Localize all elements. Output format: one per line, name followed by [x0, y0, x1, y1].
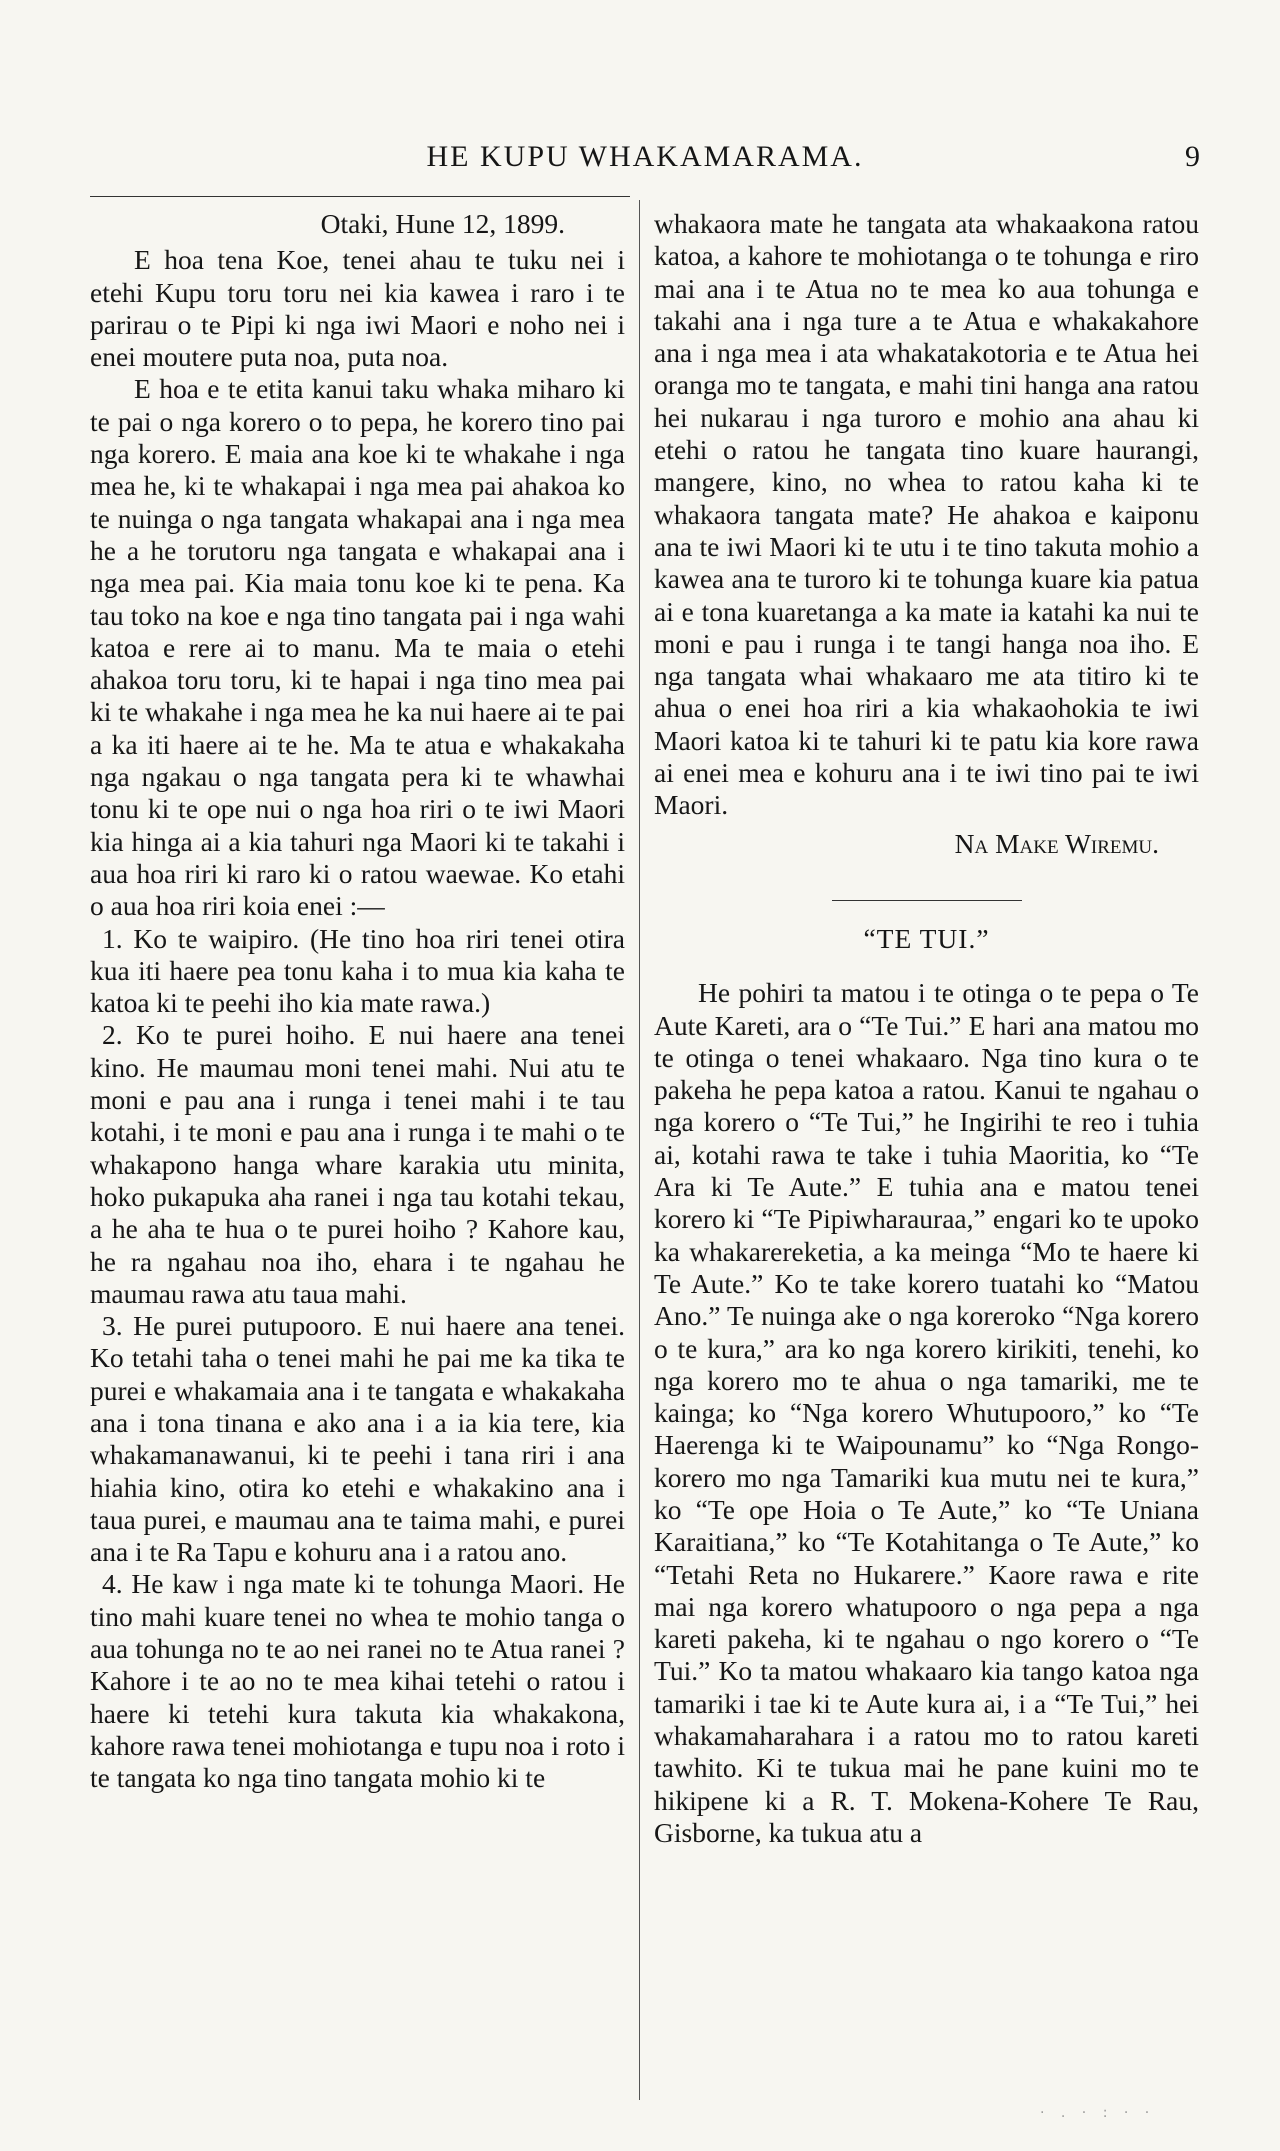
section-rule	[832, 900, 1022, 901]
signature: Na Make Wiremu.	[954, 827, 1159, 859]
left-column	[90, 208, 625, 1795]
letter-paragraph: E hoa e te etita kanui taku whaka miharo ki te pai o nga korero o to pepa, he korero tino pai nga korero. E maia ana koe ki te whakahe i nga mea he, ki te whakapai i nga mea pai ahakoa ko te nuinga o nga tangata whakapai ana i nga mea he a he torutoru nga tangata e whakapai ana i nga mea pai. Kia maia tonu koe ki te pena. Ka tau toko na koe e nga tino tangata pai i nga wahi katoa e rere ai to manu. Ma te maia o etehi ahakoa toru toru, ki te hapai i nga tino mea pai ki te whakahe i nga mea he ka nui haere ai te pai a ka iti haere ai te he. Ma te atua e whakakaha nga ngakau o nga tangata pera ki te whawhai tonu ki te ope nui o nga hoa riri o te iwi Maori kia hinga ai a kia tahuri nga Maori ki te takahi i aua hoa riri ki raro ki o ratou waewae. Ko etahi o aua hoa riri koia enei :—	[90, 373, 625, 922]
page-number: 9	[1185, 140, 1200, 173]
running-head	[90, 140, 1200, 184]
list-item: 1. Ko te waipiro. (He tino hoa riri tenei otira kua iti haere pea tonu kaha i to mua kia kaha te katoa ki te peehi iho kia mate rawa.)	[90, 922, 625, 1019]
list-item: 4. He kaw i nga mate ki te tohunga Maori. He tino mahi kuare tenei no whea te mohio tanga o aua tohunga no te ao nei ranei no te Atua ranei ? Kahore i te ao no te mea kihai tetehi o ratou i haere ki tetehi kura takuta kia whakakona, kahore rawa tenei mohiotanga e tupu noa i roto i te tangata ko nga tino tangata mohio ki te	[90, 1568, 625, 1794]
dateline: Otaki, Hune 12, 1899.	[320, 208, 565, 239]
right-column	[654, 208, 1199, 1849]
running-title: HE KUPU WHAKAMARAMA.	[426, 140, 864, 173]
column-divider	[639, 200, 640, 2100]
letter-paragraph: E hoa tena Koe, tenei ahau te tuku nei i etehi Kupu toru toru nei kia kawea i raro i te parirau o te Pipi ki nga iwi Maori e noho nei i enei moutere puta noa, puta noa.	[90, 244, 625, 373]
scan-speckles: · . · : · ·	[1040, 2105, 1156, 2121]
continued-paragraph: whakaora mate he tangata ata whakaakona ratou katoa, a kahore te mohiotanga o te tohunga e riro mai ana i te Atua no te mea ko aua tohunga e takahi ana i nga ture a te Atua e whakakahore ana i nga mea i ata whakatakotoria e te Atua hei oranga mo te tangata, e mahi tini hanga ana ratou hei nukarau i nga turoro e mohio ana ahau ki etehi o ratou he tangata tino kuare haurangi, mangere, kino, no whea to ratou kaha ki te whakaora tangata mate? He ahakoa e kaiponu ana te iwi Maori ki te utu i te tino takuta mohio a kawea ana te turoro ki te tohunga kuare kia patua ai e tona kuaretanga a ka mate ia katahi ka nui te moni e pau i runga i te tangi hanga noa iho. E nga tangata whai whakaaro me ata titiro ki te ahua o enei hoa riri a kia whakaohokia te iwi Maori katoa ki te tahuri ki te patu kia kore rawa ai enei mea e kohuru ana i te iwi tino pai te iwi Maori.	[654, 208, 1199, 821]
list-item: 3. He purei putupooro. E nui haere ana tenei. Ko tetahi taha o tenei mahi he pai me ka tika te purei e whakamaia ana i te tangata e whakakaha ana i tona tinana e ako ana i a ia kia tere, kia whakamanawanui, ki te peehi i tana riri i ana hiahia kino, otira ko etehi e whakakino ana i taua purei, e maumau ana te taima mahi, e purei ana i te Ra Tapu e kohuru ana i a ratou ano.	[90, 1310, 625, 1568]
section-title: “TE TUI.”	[863, 922, 990, 954]
list-item: 2. Ko te purei hoiho. E nui haere ana tenei kino. He maumau moni tenei mahi. Nui atu te moni e pau ana i runga i tenei mahi i te tau kotahi, i te moni e pau ana i runga i te mahi o te whakapono hanga whare karakia utu minita, hoko pukapuka aha ranei i nga tau kotahi tekau, a he aha te hua o te purei hoiho ? Kahore kau, he ra ngahau noa iho, ehara i te ngahau he maumau rawa atu taua mahi.	[90, 1019, 625, 1309]
section-paragraph: He pohiri ta matou i te otinga o te pepa o Te Aute Kareti, ara o “Te Tui.” E hari ana matou mo te otinga o tenei whakaaro. Nga tino kura o te pakeha he pepa katoa a ratou. Kanui te ngahau o nga korero o “Te Tui,” he Ingirihi te reo i tuhia ai, kotahi rawa te take i tuhia Maoritia, ko “Te Ara ki Te Aute.” E tuhia ana e matou tenei korero ki “Te Pipiwharauraa,” engari ko te upoko ka whakarereketia, a ka meinga “Mo te haere ki Te Aute.” Ko te take korero tuatahi ko “Matou Ano.” Te nuinga ake o nga koreroko “Nga korero o te kura,” ara ko nga korero kirikiti, tenehi, ko nga korero mo te ahua o nga tamariki, me te kainga; ko “Nga korero Whutupooro,” ko “Te Haerenga ki te Waipounamu” ko “Nga Rongo-korero mo nga Tamariki kua mutu nei te kura,” ko “Te ope Hoia o Te Aute,” ko “Te Uniana Karaitiana,” ko “Te Kotahitanga o Te Aute,” ko “Tetahi Reta no Hukarere.” Kaore rawa e rite mai nga korero whatupooro o nga pepa a nga kareti pakeha, ki te ngahau o ngo korero o “Te Tui.” Ko ta matou whakaaro kia tango katoa nga tamariki i tae ki te Aute kura ai, i a “Te Tui,” hei whakamaharahara i a ratou mo to ratou kareti tawhito. Ki te tukua mai he pane kuini mo te hikipene ki a R. T. Mokena-Kohere Te Rau, Gisborne, ka tukua atu a	[654, 977, 1199, 1848]
header-rule	[90, 196, 630, 197]
